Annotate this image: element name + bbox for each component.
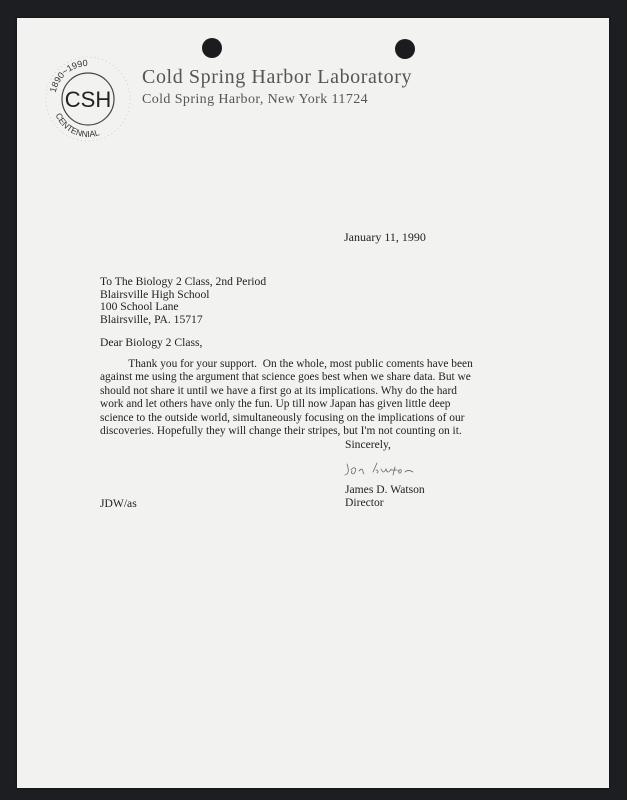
letterhead-address: Cold Spring Harbor, New York 11724 xyxy=(142,92,369,107)
handwritten-signature xyxy=(343,460,425,478)
letter-page xyxy=(17,18,609,788)
body-line: Thank you for your support. On the whole, most public coments have been xyxy=(100,358,473,370)
body-line: discoveries. Hopefully they will change their stripes, but I'm not counting on it. xyxy=(100,425,462,438)
recipient-line: Blairsville High School xyxy=(100,287,210,301)
punch-hole-left xyxy=(202,38,222,58)
seal-monogram: CSH xyxy=(64,87,112,112)
signer-title: Director xyxy=(345,495,384,509)
letter-body xyxy=(100,358,520,438)
letter-date: January 11, 1990 xyxy=(344,230,426,244)
seal-word: CENTENNIAL xyxy=(53,111,101,140)
letterhead-organization: Cold Spring Harbor Laboratory xyxy=(142,66,413,88)
csh-centennial-seal-logo xyxy=(41,52,135,146)
seal-years: 1890~1990 xyxy=(47,57,89,94)
body-line: against me using the argument that science goes best when we share data. But we xyxy=(100,371,471,384)
recipient-line: To The Biology 2 Class, 2nd Period xyxy=(100,275,267,288)
signer-block xyxy=(345,484,425,509)
salutation: Dear Biology 2 Class, xyxy=(100,336,203,349)
recipient-address-block xyxy=(100,276,266,326)
recipient-line: Blairsville, PA. 15717 xyxy=(100,312,203,326)
closing: Sincerely, xyxy=(345,438,391,451)
body-line: work and let others have only the fun. Up till now Japan has given little deep xyxy=(100,398,451,411)
signature-graphic xyxy=(343,460,425,478)
body-line: science to the outside world, simultaneously focusing on the implications of our xyxy=(100,411,465,424)
typist-initials: JDW/as xyxy=(100,497,137,510)
signer-name: James D. Watson xyxy=(345,483,425,496)
body-line: should not share it until we have a first go at its implications. Why do the hard xyxy=(100,384,457,397)
seal-graphic xyxy=(41,52,135,146)
recipient-line: 100 School Lane xyxy=(100,300,179,314)
punch-hole-right xyxy=(395,39,415,59)
